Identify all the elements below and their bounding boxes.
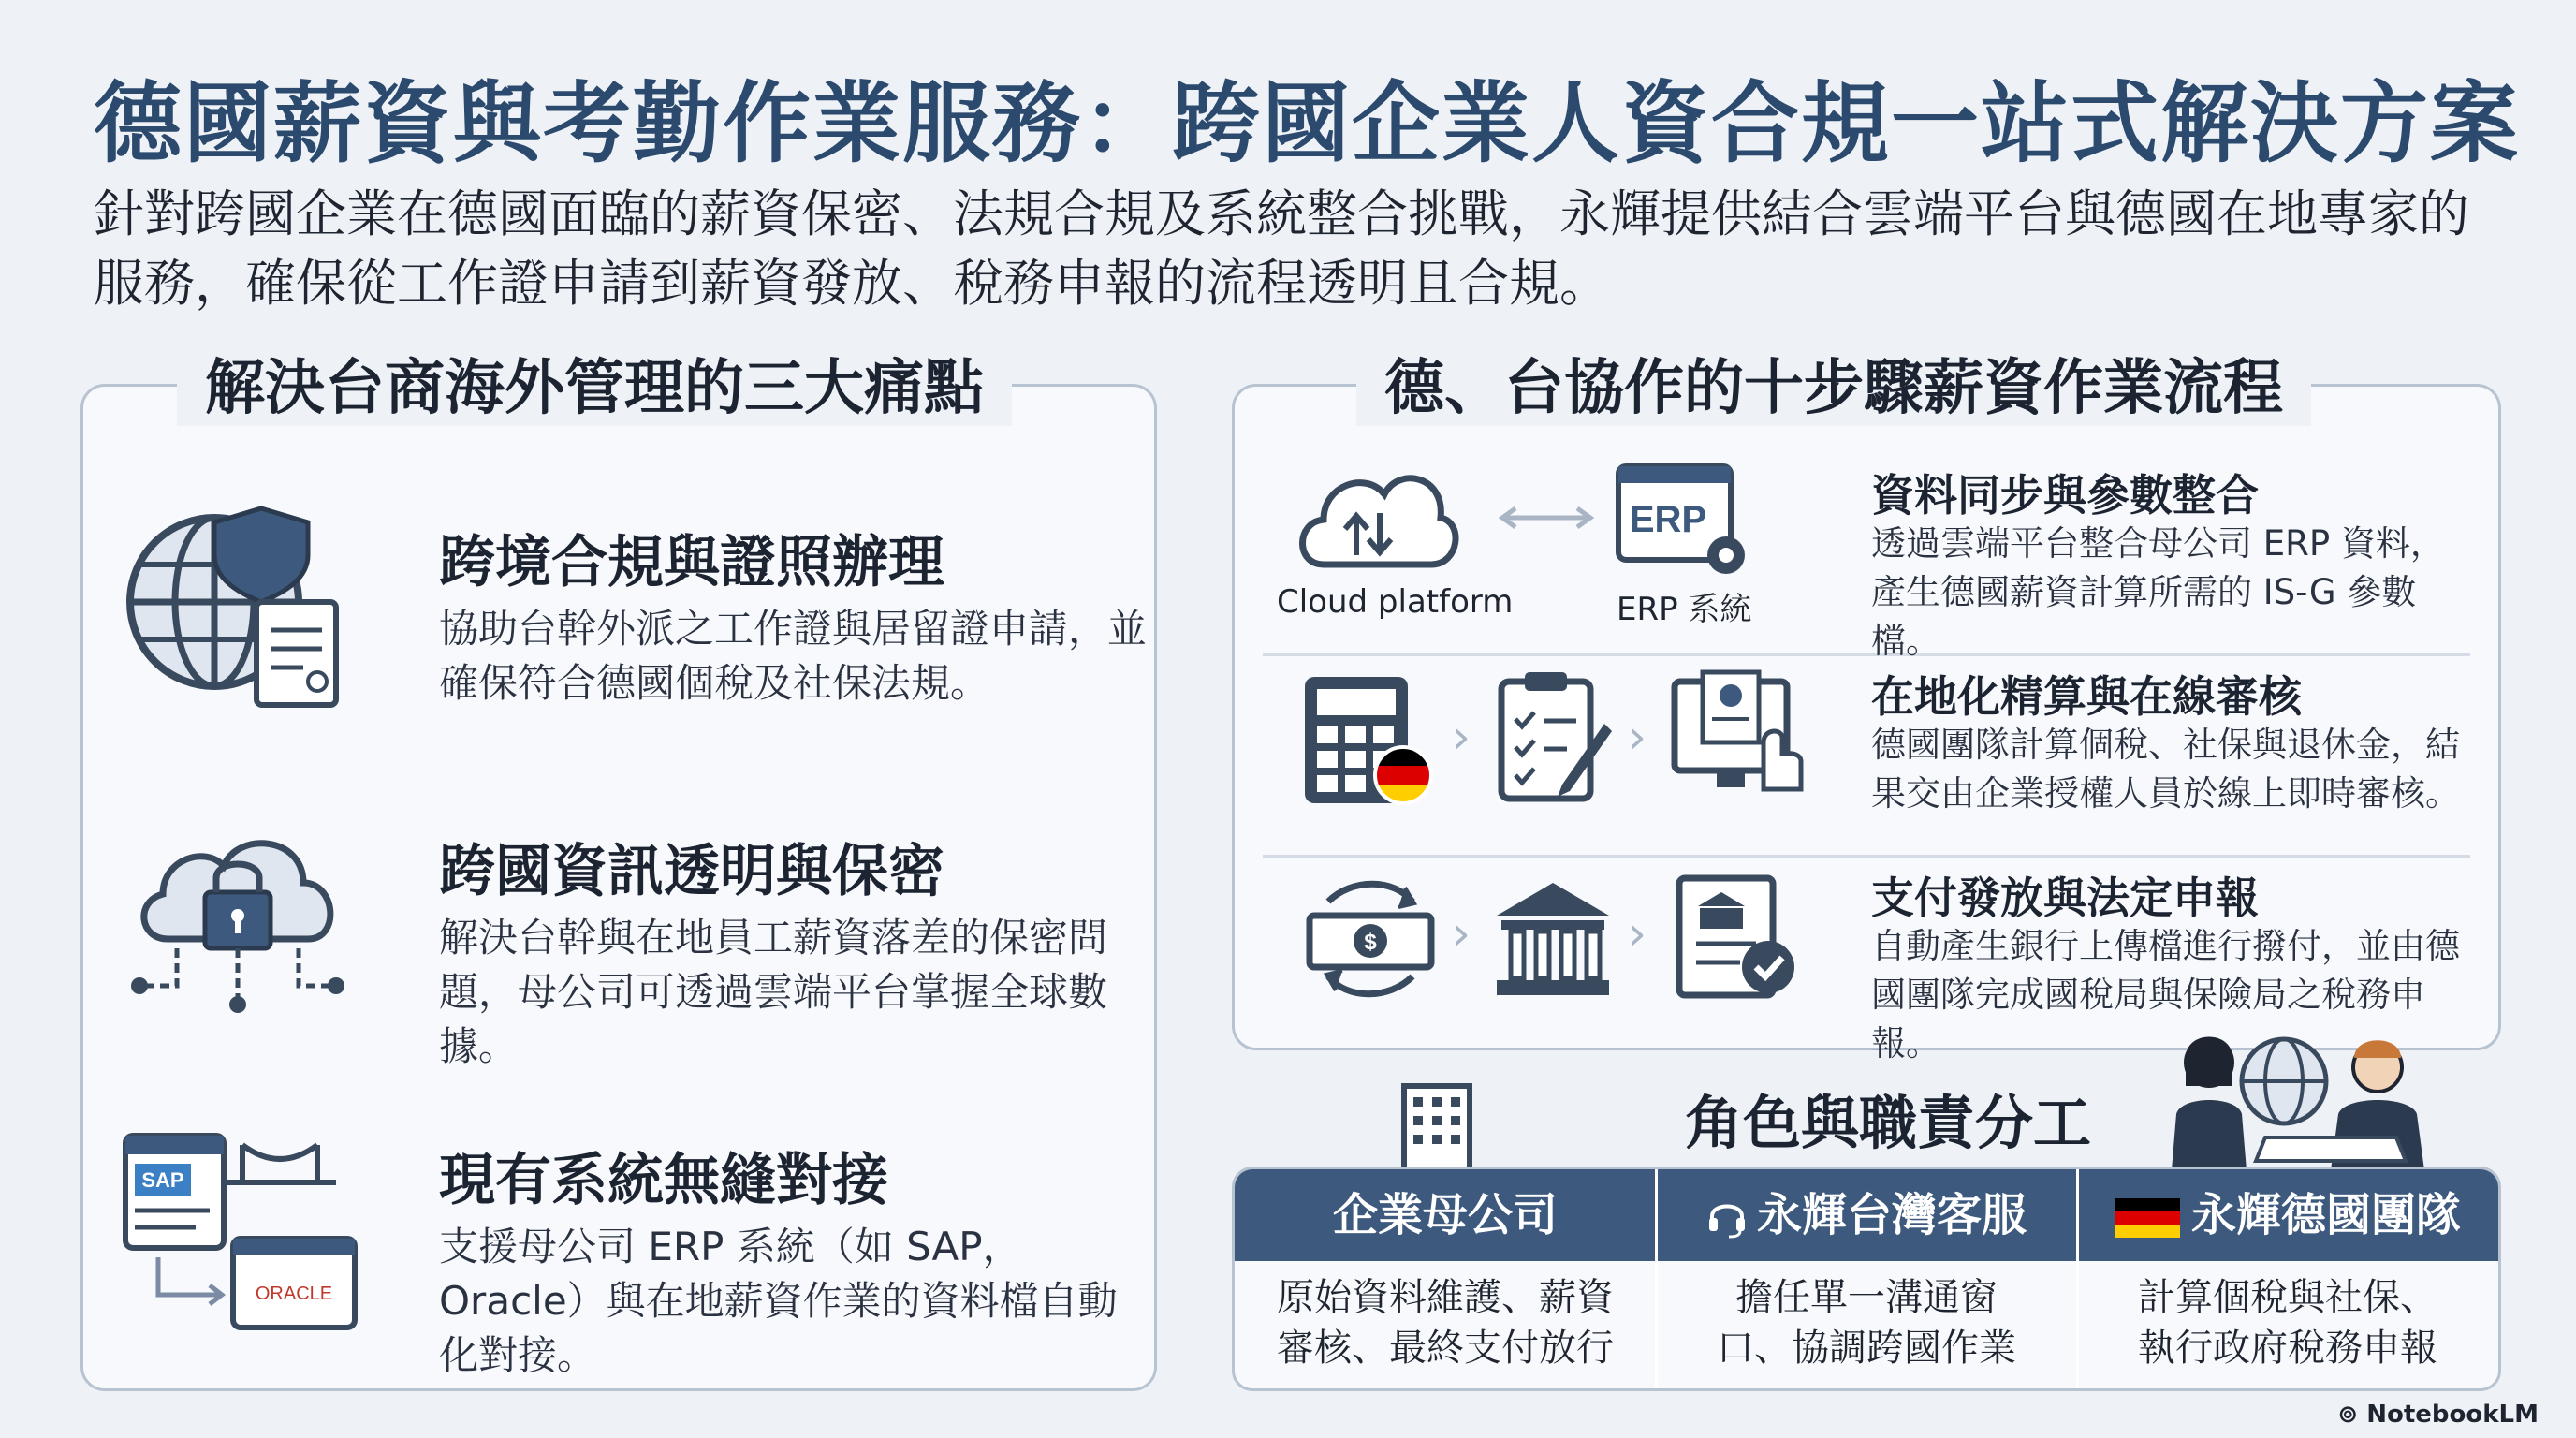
office-building-icon xyxy=(1385,1077,1498,1180)
pain-item-integration xyxy=(121,1117,1132,1378)
clipboard-checklist-icon xyxy=(1492,668,1614,808)
sap-oracle-bridge-icon xyxy=(121,1117,364,1342)
pain-points-title: 解決台商海外管理的三大痛點 xyxy=(177,340,1012,426)
bidirectional-arrow-icon xyxy=(1495,504,1598,532)
role-desc: 計算個稅與社保、執行政府稅務申報 xyxy=(2138,1276,2437,1370)
cloud-sync-icon xyxy=(1291,462,1450,583)
pain-desc: 支援母公司 ERP 系統（如 SAP，Oracle）與在地薪資作業的資料檔自動化對接。 xyxy=(439,1224,1118,1378)
step-heading: 資料同步與參數整合 xyxy=(1871,470,2259,521)
chevron-right-icon: › xyxy=(1452,710,1471,764)
watermark-label: NotebookLM xyxy=(2366,1401,2539,1429)
pain-heading: 跨境合規與證照辦理 xyxy=(439,530,944,595)
team-meeting-illustration-icon xyxy=(2125,1020,2481,1180)
cloud-lock-icon xyxy=(121,808,364,1033)
erp-gear-icon xyxy=(1614,462,1754,583)
erp-badge: ERP xyxy=(1629,499,1707,540)
money-cycle-icon xyxy=(1300,873,1441,1005)
cloud-platform-caption: Cloud platform xyxy=(1277,583,1514,621)
pain-desc: 協助台幹外派之工作證與居留證申請，並確保符合德國個稅及社保法規。 xyxy=(439,606,1148,706)
step-desc: 自動產生銀行上傳檔進行撥付，並由德國團隊完成國稅局與保險局之稅務申報。 xyxy=(1871,926,2460,1064)
tax-filing-approved-icon xyxy=(1670,869,1810,1009)
role-desc: 原始資料維護、薪資審核、最終支付放行 xyxy=(1277,1276,1614,1370)
workflow-step-sync xyxy=(1263,462,2470,661)
role-germany-team xyxy=(2077,1169,2498,1388)
role-header xyxy=(2077,1169,2498,1261)
chevron-right-icon: › xyxy=(1628,710,1647,764)
workflow-title: 德、台協作的十步驟薪資作業流程 xyxy=(1356,340,2311,426)
oracle-label: ORACLE xyxy=(255,1284,333,1304)
pain-heading: 跨國資訊透明與保密 xyxy=(439,839,944,904)
online-review-icon xyxy=(1670,668,1810,808)
workflow-panel xyxy=(1232,354,2501,1064)
page-title: 德國薪資與考勤作業服務：跨國企業人資合規一站式解決方案 xyxy=(94,73,2521,175)
roles-title: 角色與職責分工 xyxy=(1685,1089,2092,1157)
step-icons xyxy=(1263,864,1787,1051)
role-taiwan-service xyxy=(1656,1169,2077,1388)
pain-item-compliance xyxy=(121,499,1148,742)
sap-label: SAP xyxy=(141,1168,184,1192)
role-header-label: 永輝德國團隊 xyxy=(2190,1189,2461,1241)
pain-desc: 解決台幹與在地員工薪資落差的保密問題，母公司可透過雲端平台掌握全球數據。 xyxy=(439,915,1108,1069)
svg-text:$: $ xyxy=(1364,930,1377,955)
step-heading: 在地化精算與在線審核 xyxy=(1871,671,2302,722)
headset-icon xyxy=(1706,1197,1748,1239)
role-parent-company xyxy=(1235,1169,1656,1388)
role-divider xyxy=(1655,1169,1658,1388)
role-header xyxy=(1656,1169,2077,1261)
role-divider xyxy=(2076,1169,2079,1388)
germany-flag-icon xyxy=(2115,1198,2180,1238)
calculator-germany-icon xyxy=(1300,672,1441,813)
step-icons xyxy=(1263,462,1787,649)
role-header-label: 永輝台灣客服 xyxy=(1756,1189,2027,1241)
step-icons xyxy=(1263,663,1787,850)
step-desc: 透過雲端平台整合母公司 ERP 資料，產生德國薪資計算所需的 IS-G 參數檔。 xyxy=(1871,523,2445,661)
erp-system-caption: ERP 系統 xyxy=(1617,591,1752,628)
pain-item-transparency xyxy=(121,808,1132,1069)
workflow-step-calculation xyxy=(1263,663,2470,858)
notebooklm-watermark xyxy=(2337,1401,2539,1429)
roles-table xyxy=(1232,1167,2501,1391)
pain-heading: 現有系統無縫對接 xyxy=(439,1148,888,1213)
chevron-right-icon: › xyxy=(1452,906,1471,961)
step-desc: 德國團隊計算個稅、社保與退休金，結果交由企業授權人員於線上即時審核。 xyxy=(1871,725,2460,814)
page-subtitle: 針對跨國企業在德國面臨的薪資保密、法規合規及系統整合挑戰，永輝提供結合雲端平台與德國在地專家的服務，確保從工作證申請到薪資發放、稅務申報的流程透明且合規。 xyxy=(94,184,2469,313)
step-heading: 支付發放與法定申報 xyxy=(1871,873,2259,923)
notebooklm-logo-icon: ⊚ xyxy=(2337,1401,2359,1429)
pain-points-panel xyxy=(80,354,1157,1391)
bank-icon xyxy=(1487,873,1618,1005)
globe-shield-document-icon xyxy=(121,499,364,724)
chevron-right-icon: › xyxy=(1628,906,1647,961)
role-desc: 擔任單一溝通窗口、協調跨國作業 xyxy=(1717,1276,2016,1370)
role-header: 企業母公司 xyxy=(1235,1169,1656,1261)
